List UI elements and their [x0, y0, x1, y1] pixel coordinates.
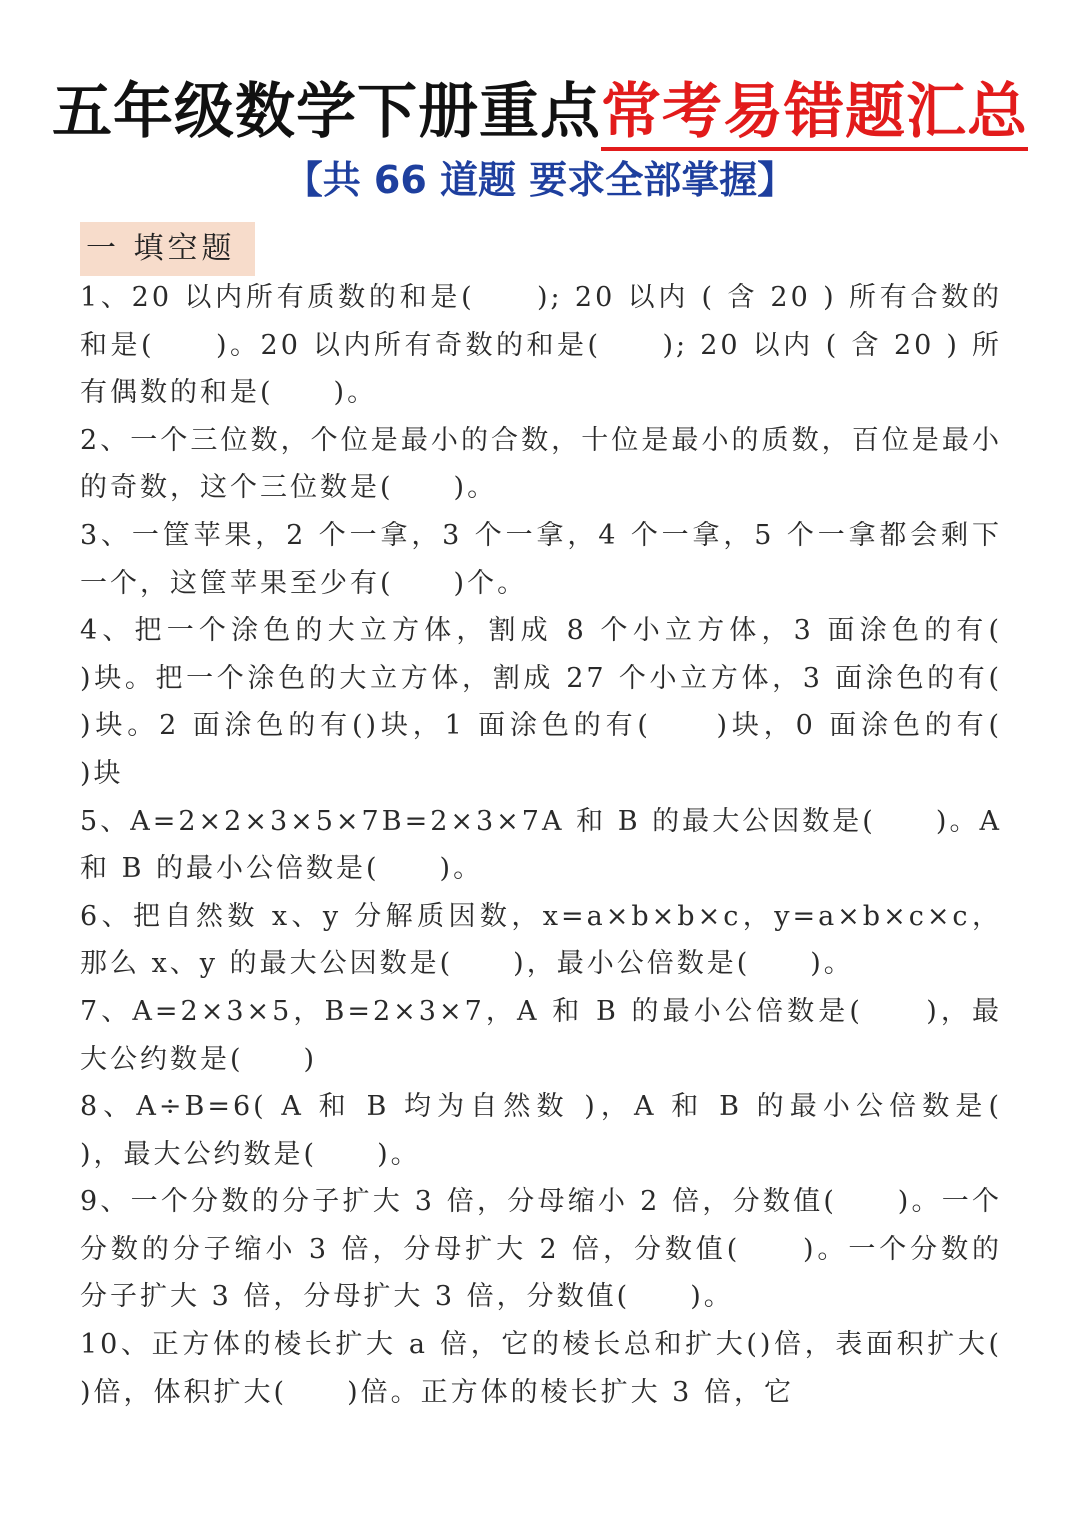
- question-item-1: 1、20 以内所有质数的和是( ); 20 以内 ( 含 20 ) 所有合数的和是( )。20 以内所有奇数的和是( ); 20 以内 ( 含 20 ) 所有偶数的和是( )。: [80, 282, 1002, 409]
- question-item-9: 9、一个分数的分子扩大 3 倍，分母缩小 2 倍，分数值( )。一个分数的分子缩小 3 倍，分母扩大 2 倍，分数值( )。一个分数的分子扩大 3 倍，分母扩大 3 倍，分数值( )。: [80, 1186, 1002, 1313]
- title-highlight: 常考易错题汇总: [601, 77, 1028, 151]
- title-main: 五年级数学下册重点: [52, 77, 601, 147]
- question-item-5: 5、A=2×2×3×5×7B=2×3×7A 和 B 的最大公因数是( )。A 和 B 的最小公倍数是( )。: [80, 805, 1002, 885]
- question-item-7: 7、A=2×3×5，B=2×3×7，A 和 B 的最小公倍数是( )，最大公约数是( ): [80, 995, 1002, 1075]
- page-title: [0, 72, 1080, 152]
- question-item-6: 6、把自然数 x、y 分解质因数，x=a×b×b×c，y=a×b×c×c，那么 x、y 的最大公因数是( )，最小公倍数是( )。: [80, 900, 1002, 980]
- question-list: [80, 274, 1062, 1416]
- question-item-2: 2、一个三位数，个位是最小的合数，十位是最小的质数，百位是最小的奇数，这个三位数是( )。: [80, 424, 1002, 504]
- section-label: 一 填空题: [80, 222, 255, 276]
- question-item-3: 3、一筐苹果，2 个一拿，3 个一拿，4 个一拿，5 个一拿都会剩下一个，这筐苹果至少有( )个。: [80, 519, 1002, 599]
- question-item-10: 10、正方体的棱长扩大 a 倍，它的棱长总和扩大()倍，表面积扩大( )倍，体积扩大( )倍。正方体的棱长扩大 3 倍，它: [80, 1329, 1062, 1408]
- page-subtitle: 【共 66 道题 要求全部掌握】: [284, 158, 796, 202]
- question-item-8: 8、A÷B=6( A 和 B 均为自然数 )，A 和 B 的最小公倍数是( )，最大公约数是( )。: [80, 1091, 1062, 1170]
- question-item-4: 4、把一个涂色的大立方体，割成 8 个小立方体，3 面涂色的有( )块。把一个涂色的大立方体，割成 27 个小立方体，3 面涂色的有( )块。2 面涂色的有()块，1 面涂色的有( )块，0 面涂色的有( )块: [80, 615, 1062, 789]
